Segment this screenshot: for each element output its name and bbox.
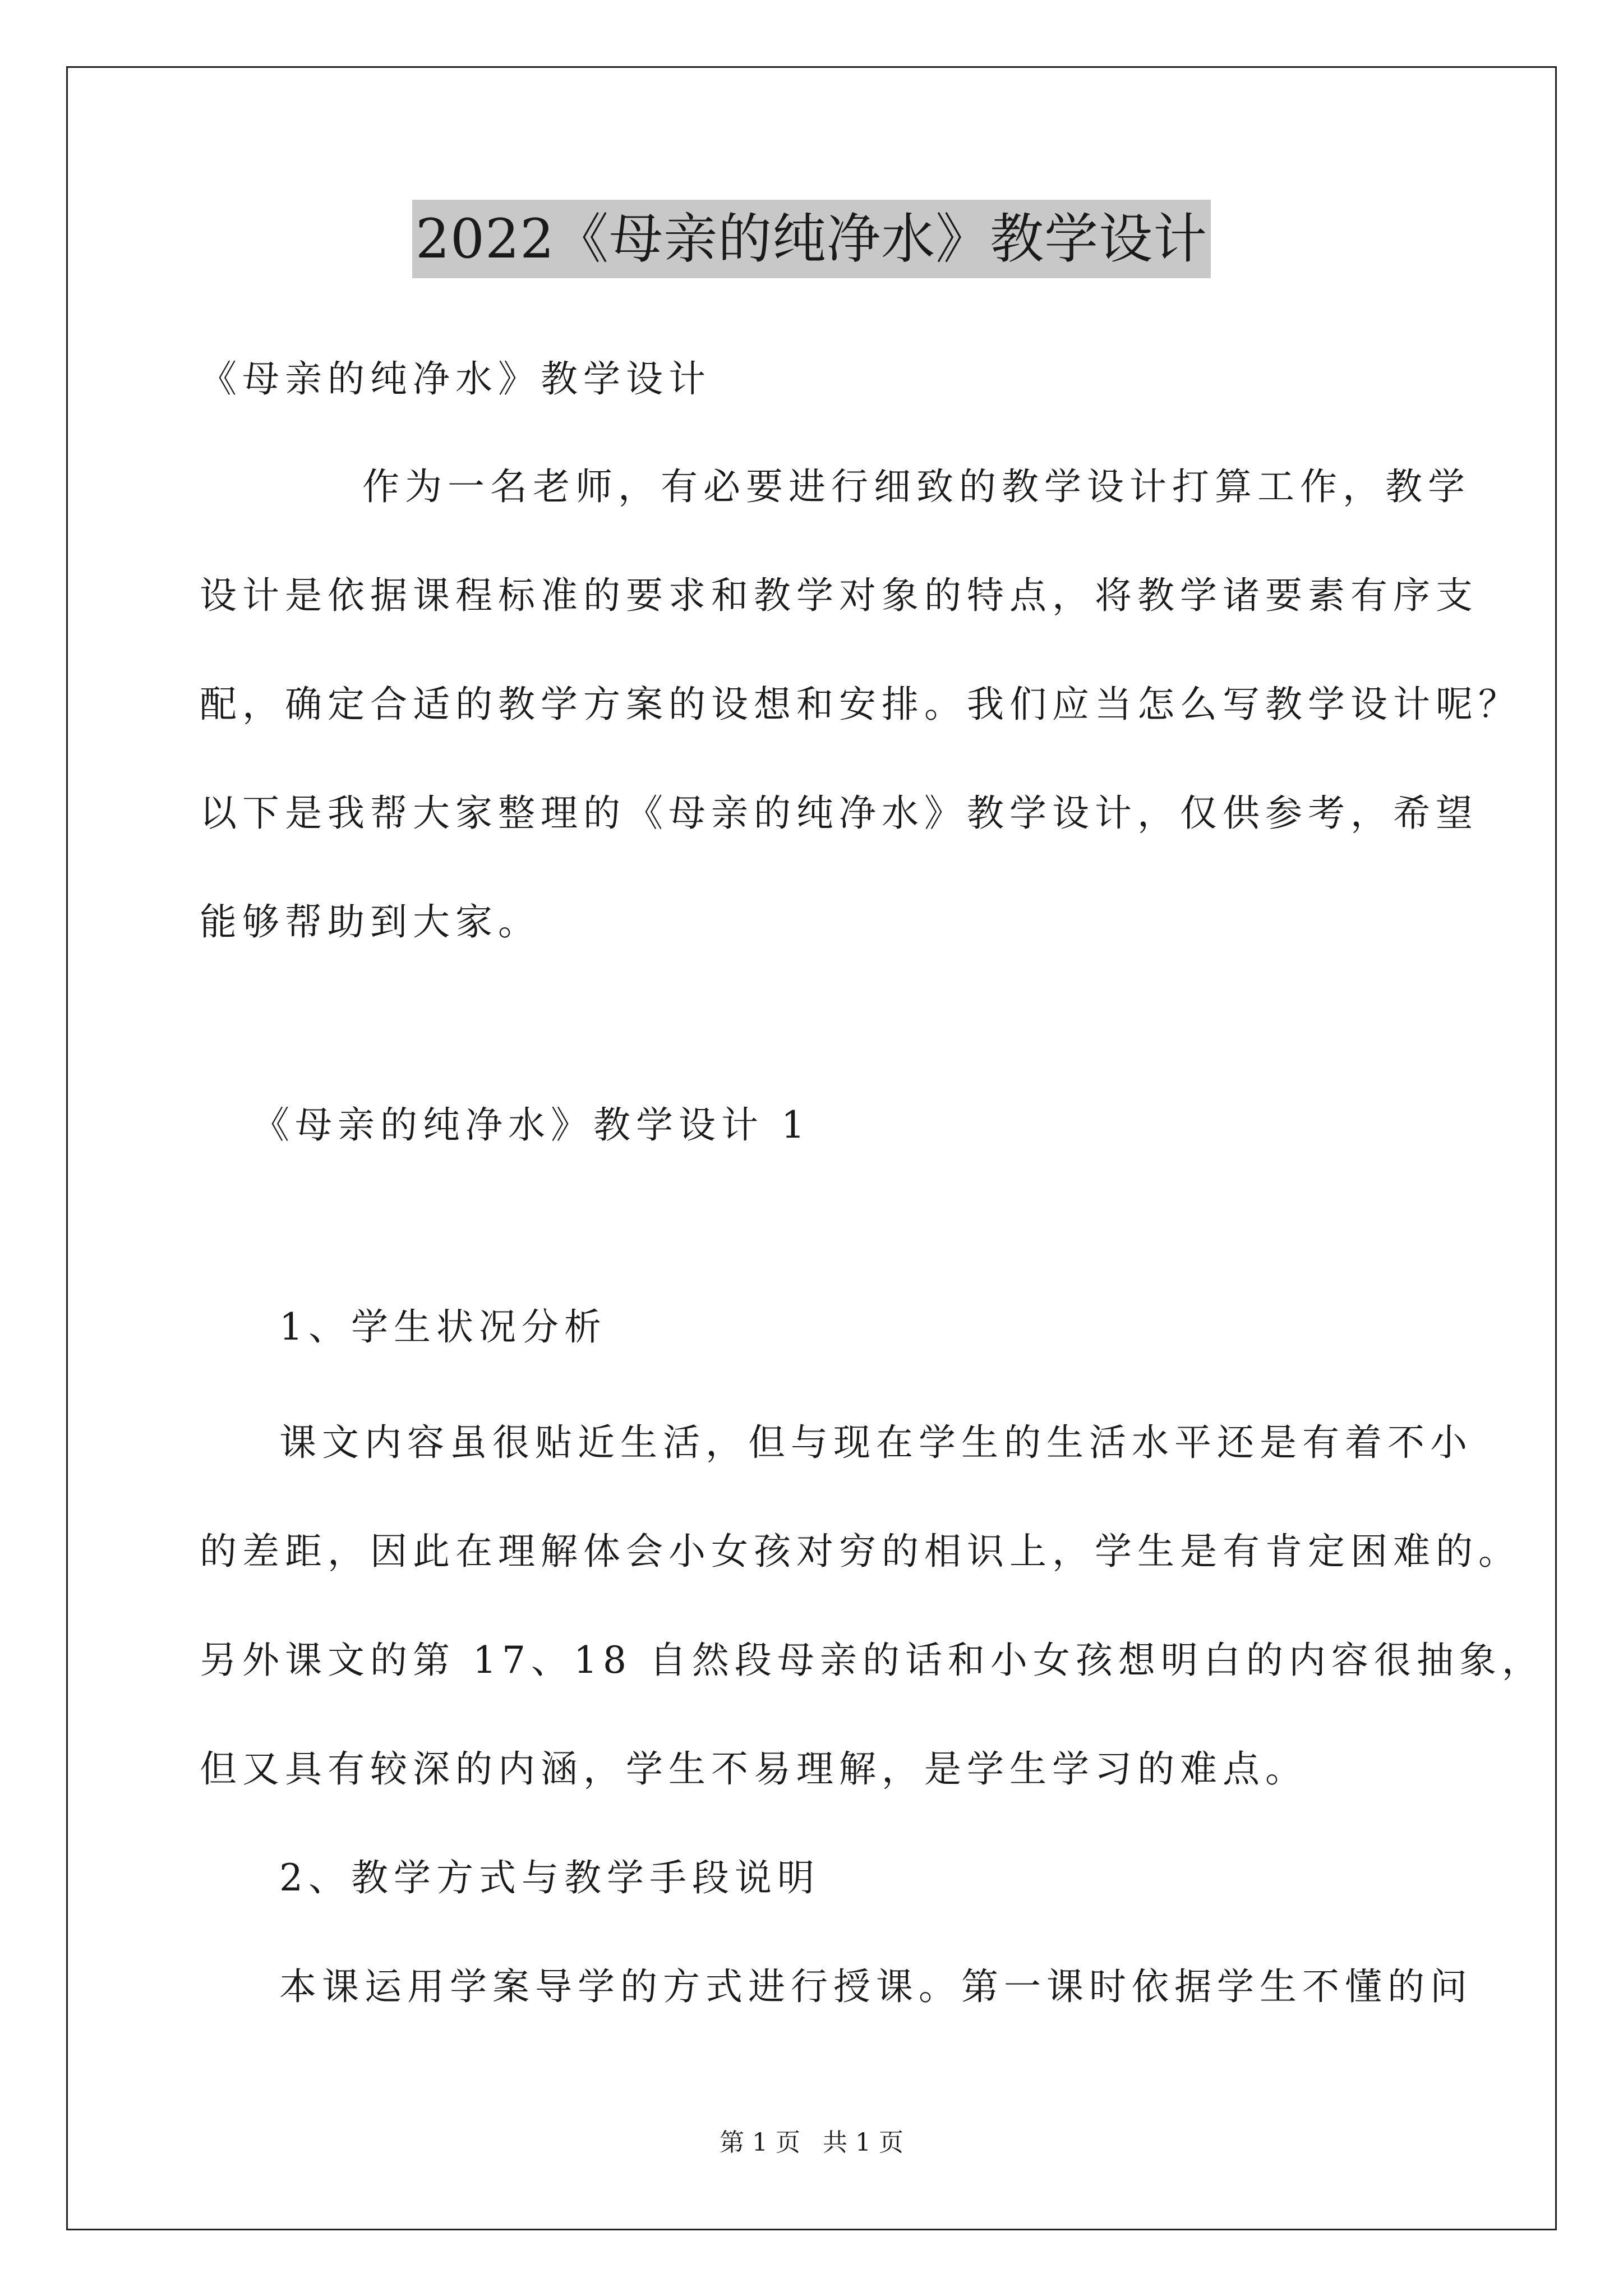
document-title: 2022《母亲的纯净水》教学设计 <box>412 200 1211 278</box>
para1-line-3: 另外课文的第 17、18 自然段母亲的话和小女孩想明白的内容很抽象， <box>200 1639 1544 1682</box>
para1-line-2: 的差距，因此在理解体会小女孩对穷的相识上，学生是有肯定困难的。 <box>200 1530 1521 1573</box>
para1-line-4: 但又具有较深的内涵，学生不易理解，是学生学习的难点。 <box>200 1747 1308 1791</box>
document-subtitle: 《母亲的纯净水》教学设计 <box>200 357 711 401</box>
intro-line-3: 配，确定合适的教学方案的设想和安排。我们应当怎么写教学设计呢？ <box>200 683 1521 726</box>
heading-student-analysis: 1、学生状况分析 <box>279 1305 607 1349</box>
intro-line-2: 设计是依据课程标准的要求和教学对象的特点，将教学诸要素有序支 <box>200 574 1478 617</box>
intro-line-1: 作为一名老师，有必要进行细致的教学设计打算工作，教学 <box>362 465 1470 508</box>
page-total: 共 1 页 <box>823 2128 903 2157</box>
section-title: 《母亲的纯净水》教学设计 1 <box>252 1103 810 1147</box>
intro-line-4: 以下是我帮大家整理的《母亲的纯净水》教学设计，仅供参考，希望 <box>200 792 1478 835</box>
para1-line-1: 课文内容虽很贴近生活，但与现在学生的生活水平还是有着不小 <box>279 1421 1473 1464</box>
intro-line-5: 能够帮助到大家。 <box>200 900 541 944</box>
heading-teaching-method: 2、教学方式与教学手段说明 <box>279 1856 820 1899</box>
para2-line-1: 本课运用学案导学的方式进行授课。第一课时依据学生不懂的问 <box>279 1965 1473 2008</box>
page-number: 第 1 页 <box>720 2128 800 2157</box>
page-footer <box>0 2126 1623 2160</box>
title-container <box>0 200 1623 278</box>
